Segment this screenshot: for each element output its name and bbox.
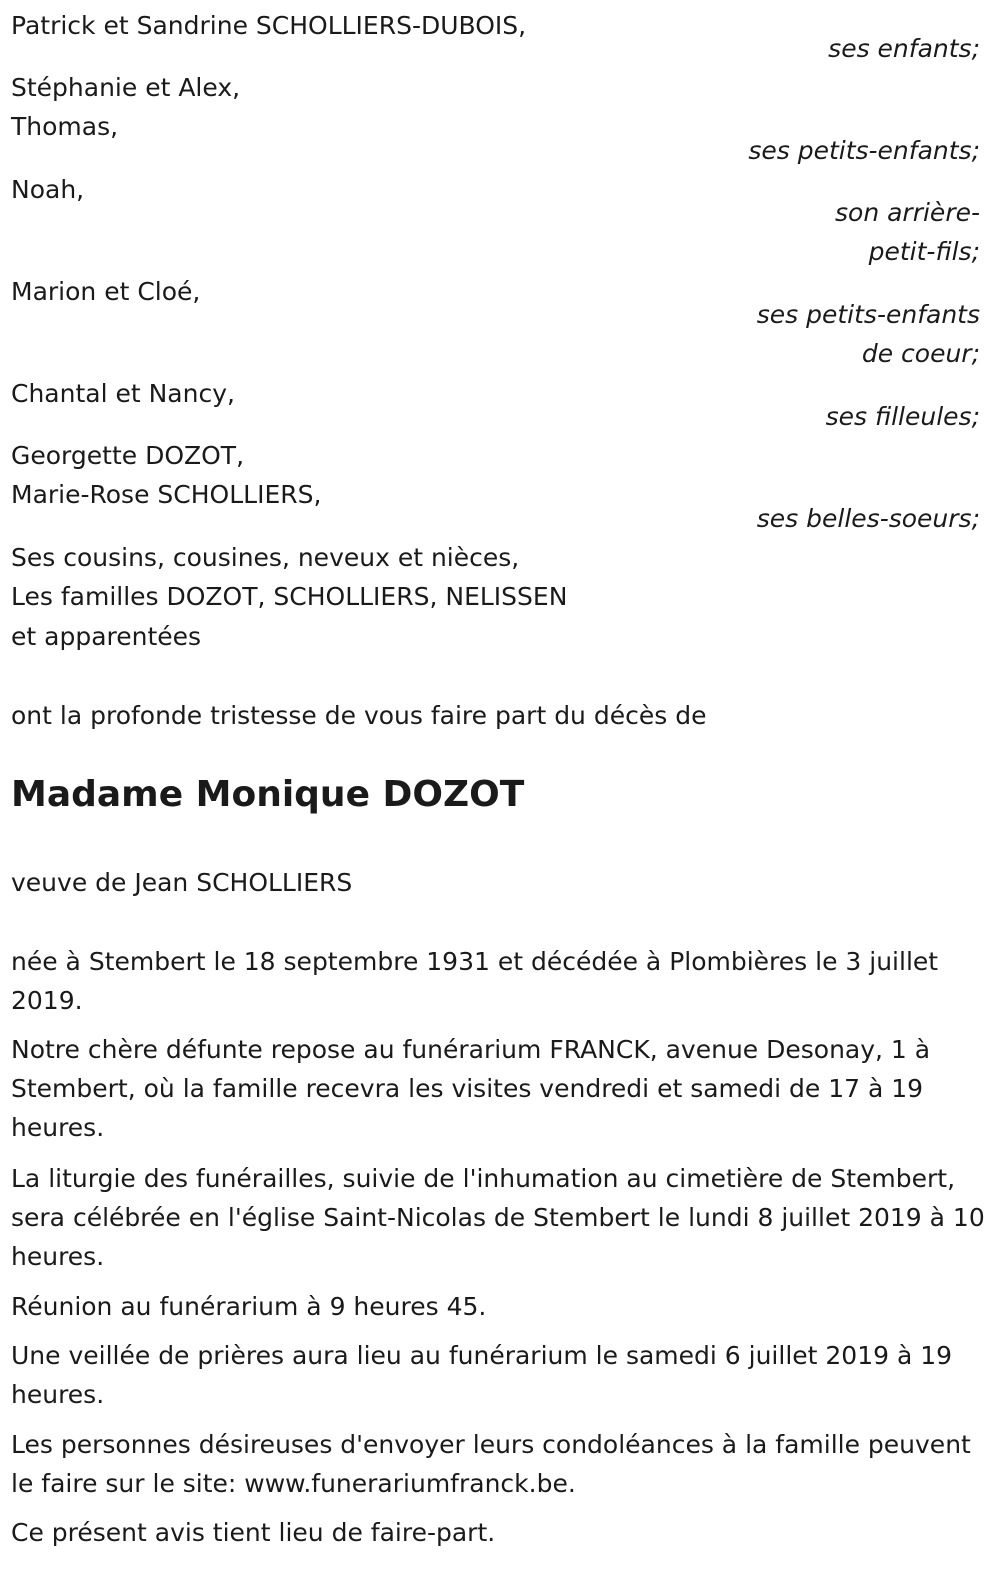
great-grandson-role-2: petit-fils;	[868, 237, 980, 266]
heart-grandchildren-names: Marion et Cloé,	[11, 277, 201, 306]
birth-death-paragraph: née à Stembert le 18 septembre 1931 et décédée à Plombières le 3 juillet 2019.	[11, 947, 939, 1015]
sisters-in-law-name-2: Marie-Rose SCHOLLIERS,	[11, 480, 322, 509]
goddaughters-names: Chantal et Nancy,	[11, 379, 235, 408]
heart-grandchildren-role-1: ses petits-enfants	[756, 300, 980, 329]
great-grandson-role-1: son arrière-	[835, 198, 980, 227]
other-relatives-3: et apparentées	[11, 622, 202, 651]
widow-of: veuve de Jean SCHOLLIERS	[11, 868, 353, 897]
vigil-paragraph: Une veillée de prières aura lieu au funérarium le samedi 6 juillet 2019 à 19 heures.	[11, 1341, 953, 1409]
sisters-in-law-name-1: Georgette DOZOT,	[11, 441, 245, 470]
notice-paragraph: Ce présent avis tient lieu de faire-part.	[11, 1518, 496, 1547]
grandchildren-names-1: Stéphanie et Alex,	[11, 73, 241, 102]
sisters-in-law-role: ses belles-soeurs;	[756, 504, 980, 533]
deceased-name: Madame Monique DOZOT	[11, 774, 525, 815]
other-relatives-2: Les familles DOZOT, SCHOLLIERS, NELISSEN	[11, 582, 568, 611]
rest-paragraph: Notre chère défunte repose au funérarium FRANCK, avenue Desonay, 1 à Stembert, où la famille recevra les visites vendredi et samedi de 17 à 19 heures.	[11, 1035, 931, 1142]
great-grandson-name: Noah,	[11, 175, 85, 204]
grandchildren-names-2: Thomas,	[11, 112, 119, 141]
children-names: Patrick et Sandrine SCHOLLIERS-DUBOIS,	[11, 11, 527, 40]
meeting-paragraph: Réunion au funérarium à 9 heures 45.	[11, 1292, 487, 1321]
grandchildren-role: ses petits-enfants;	[748, 136, 980, 165]
announcement-text: ont la profonde tristesse de vous faire part du décès de	[11, 701, 707, 730]
liturgy-paragraph: La liturgie des funérailles, suivie de l'inhumation au cimetière de Stembert, sera célébrée en l'église Saint-Nicolas de Stembert le lundi 8 juillet 2019 à 10 heures.	[11, 1164, 985, 1271]
other-relatives-1: Ses cousins, cousines, neveux et nièces,	[11, 543, 520, 572]
heart-grandchildren-role-2: de coeur;	[861, 339, 980, 368]
condolences-paragraph: Les personnes désireuses d'envoyer leurs condoléances à la famille peuvent le faire sur le site: www.funerariumfranck.be.	[11, 1430, 971, 1498]
goddaughters-role: ses filleules;	[825, 402, 980, 431]
children-role: ses enfants;	[828, 34, 980, 63]
